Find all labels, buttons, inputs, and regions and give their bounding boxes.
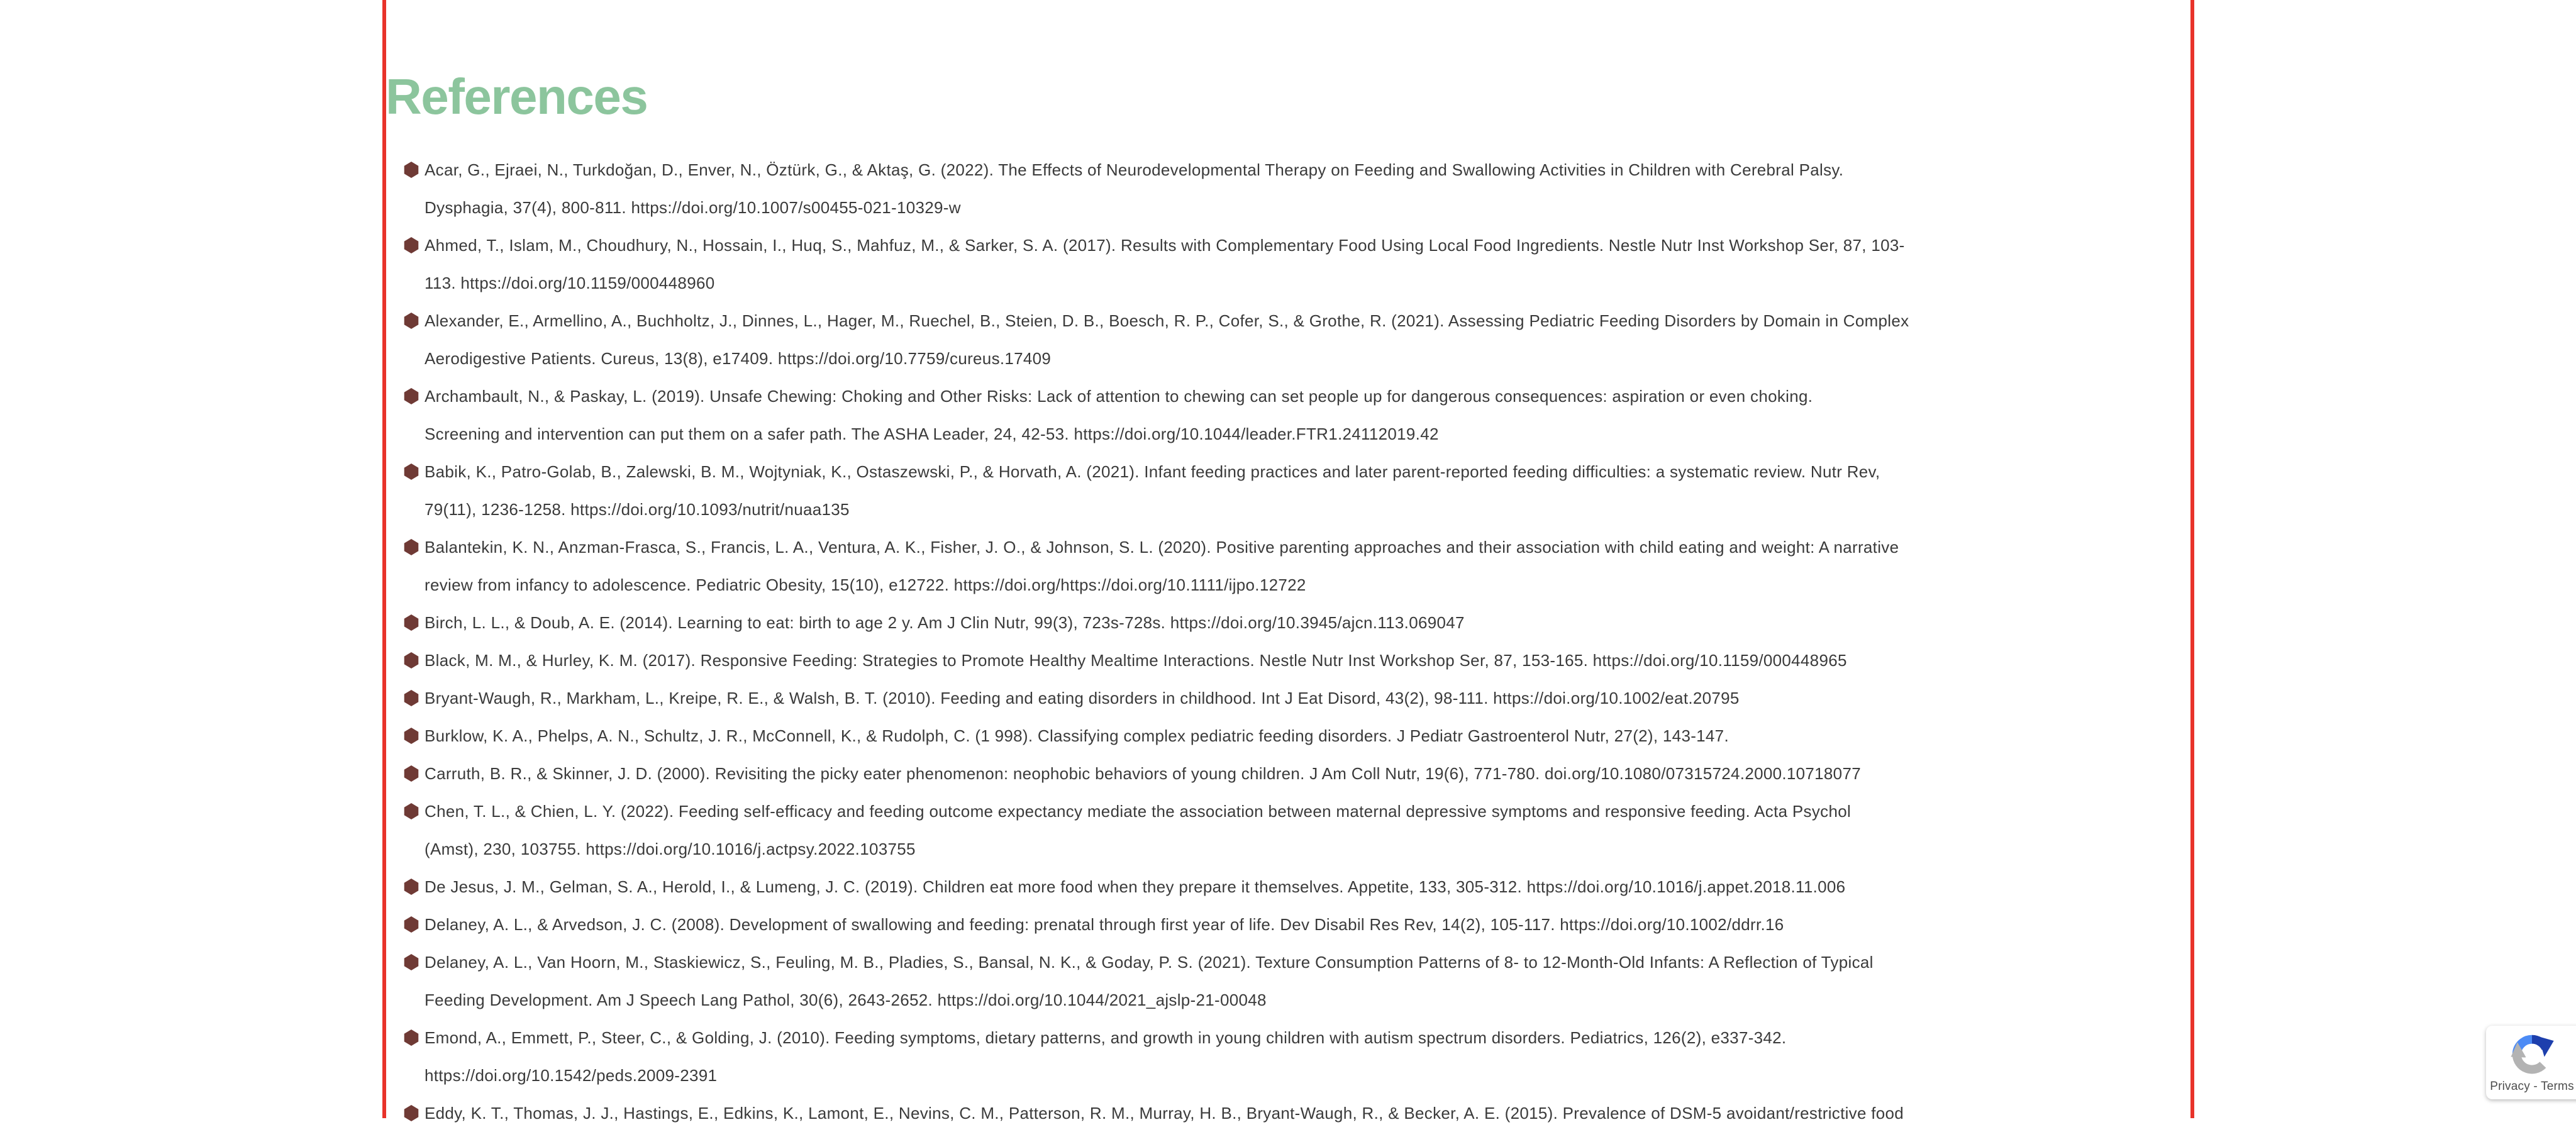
page-border-left — [382, 0, 386, 1118]
reference-item — [404, 226, 2196, 302]
reference-line: Bryant-Waugh, R., Markham, L., Kreipe, R. E., & Walsh, B. T. (2010). Feeding and eating disorders in childhood. Int J Eat Disord, 43(2), 98-111. https://doi.org/10.1002/eat.20795 — [425, 689, 1740, 708]
bullet-hexagon-icon — [404, 803, 419, 819]
reference-item — [404, 1019, 2196, 1094]
reference-item — [404, 679, 2196, 717]
reference-line: Emond, A., Emmett, P., Steer, C., & Golding, J. (2010). Feeding symptoms, dietary patterns, and growth in young children with autism spectrum disorders. Pediatrics, 126(2), e337-342. — [425, 1028, 1787, 1047]
bullet-hexagon-icon — [404, 237, 419, 253]
reference-line: 113. https://doi.org/10.1159/000448960 — [425, 274, 715, 292]
reference-line: Carruth, B. R., & Skinner, J. D. (2000). Revisiting the picky eater phenomenon: neophobic behaviors of young children. J Am Coll Nutr, 19(6), 771-780. doi.org/10.1080/07315724.2000.10718077 — [425, 764, 1861, 783]
reference-line: Alexander, E., Armellino, A., Buchholtz, J., Dinnes, L., Hager, M., Ruechel, B., Steien, D. B., Boesch, R. P., Cofer, S., & Grothe, R. (2021). Assessing Pediatric Feeding Disorders by Domain in Complex — [425, 311, 1909, 330]
reference-line: Chen, T. L., & Chien, L. Y. (2022). Feeding self-efficacy and feeding outcome expectancy mediate the association between maternal depressive symptoms and responsive feeding. Acta Psychol — [425, 802, 1852, 821]
reference-item — [404, 717, 2196, 755]
recaptcha-privacy-terms-link[interactable]: Privacy - Terms — [2490, 1080, 2574, 1093]
reference-line: Delaney, A. L., & Arvedson, J. C. (2008). Development of swallowing and feeding: prenatal through first year of life. Dev Disabil Res Rev, 14(2), 105-117. https://doi.org/10.1002/ddrr.16 — [425, 915, 1784, 934]
bullet-hexagon-icon — [404, 162, 419, 178]
reference-list — [404, 151, 2196, 1132]
bullet-hexagon-icon — [404, 690, 419, 706]
reference-item — [404, 792, 2196, 868]
bullet-hexagon-icon — [404, 652, 419, 669]
bullet-hexagon-icon — [404, 954, 419, 970]
reference-line: Screening and intervention can put them on a safer path. The ASHA Leader, 24, 42-53. https://doi.org/10.1044/leader.FTR1.24112019.42 — [425, 425, 1439, 443]
reference-item — [404, 528, 2196, 604]
bullet-hexagon-icon — [404, 388, 419, 404]
reference-line: Archambault, N., & Paskay, L. (2019). Unsafe Chewing: Choking and Other Risks: Lack of attention to chewing can set people up for dangerous consequences: aspiration or even choking. — [425, 387, 1813, 406]
reference-line: Delaney, A. L., Van Hoorn, M., Staskiewicz, S., Feuling, M. B., Pladies, S., Bansal, N. K., & Goday, P. S. (2021). Texture Consumption Patterns of 8- to 12-Month-Old Infants: A Reflection of Typical — [425, 953, 1874, 972]
reference-item — [404, 377, 2196, 453]
reference-line: Eddy, K. T., Thomas, J. J., Hastings, E., Edkins, K., Lamont, E., Nevins, C. M., Patterson, R. M., Murray, H. B., Bryant-Waugh, R., & Becker, A. E. (2015). Prevalence of DSM-5 avoidant/restrictive food — [425, 1104, 1904, 1123]
reference-line: Aerodigestive Patients. Cureus, 13(8), e17409. https://doi.org/10.7759/cureus.17409 — [425, 349, 1052, 368]
reference-line: Birch, L. L., & Doub, A. E. (2014). Learning to eat: birth to age 2 y. Am J Clin Nutr, 99(3), 723s-728s. https://doi.org/10.3945/ajcn.113.069047 — [425, 613, 1465, 632]
reference-item — [404, 151, 2196, 226]
reference-item — [404, 641, 2196, 679]
reference-line: Acar, G., Ejraei, N., Turkdoğan, D., Enver, N., Öztürk, G., & Aktaş, G. (2022). The Effects of Neurodevelopmental Therapy on Feeding and Swallowing Activities in Children with Cerebral Palsy. — [425, 160, 1844, 179]
bullet-hexagon-icon — [404, 463, 419, 480]
bullet-hexagon-icon — [404, 313, 419, 329]
reference-item — [404, 755, 2196, 792]
recaptcha-logo — [2509, 1031, 2555, 1078]
bullet-hexagon-icon — [404, 879, 419, 895]
bullet-hexagon-icon — [404, 1105, 419, 1121]
bullet-hexagon-icon — [404, 728, 419, 744]
reference-line: review from infancy to adolescence. Pediatric Obesity, 15(10), e12722. https://doi.org/https://doi.org/10.1111/ijpo.12722 — [425, 575, 1306, 594]
bullet-hexagon-icon — [404, 916, 419, 933]
reference-line: Balantekin, K. N., Anzman-Frasca, S., Francis, L. A., Ventura, A. K., Fisher, J. O., & Johnson, S. L. (2020). Positive parenting approaches and their association with child eating and weight: A narrative — [425, 538, 1899, 557]
reference-item — [404, 1094, 2196, 1132]
reference-line: Burklow, K. A., Phelps, A. N., Schultz, J. R., McConnell, K., & Rudolph, C. (1 998). Classifying complex pediatric feeding disorders. J Pediatr Gastroenterol Nutr, 27(2), 143-147. — [425, 726, 1729, 745]
reference-line: Black, M. M., & Hurley, K. M. (2017). Responsive Feeding: Strategies to Promote Healthy Mealtime Interactions. Nestle Nutr Inst Workshop Ser, 87, 153-165. https://doi.org/10.1159/000448965 — [425, 651, 1847, 670]
reference-line: https://doi.org/10.1542/peds.2009-2391 — [425, 1066, 718, 1085]
reference-item — [404, 604, 2196, 641]
reference-line: 79(11), 1236-1258. https://doi.org/10.1093/nutrit/nuaa135 — [425, 500, 850, 519]
reference-line: Feeding Development. Am J Speech Lang Pathol, 30(6), 2643-2652. https://doi.org/10.1044/2021_ajslp-21-00048 — [425, 991, 1267, 1009]
recaptcha-badge[interactable] — [2486, 1026, 2576, 1099]
reference-line: Ahmed, T., Islam, M., Choudhury, N., Hossain, I., Huq, S., Mahfuz, M., & Sarker, S. A. (2017). Results with Complementary Food Using Local Food Ingredients. Nestle Nutr Inst Workshop Ser, 87, 103- — [425, 236, 1905, 255]
reference-item — [404, 868, 2196, 906]
reference-line: Dysphagia, 37(4), 800-811. https://doi.org/10.1007/s00455-021-10329-w — [425, 198, 961, 217]
reference-item — [404, 453, 2196, 528]
page-title: References — [386, 69, 648, 125]
bullet-hexagon-icon — [404, 765, 419, 782]
reference-item — [404, 302, 2196, 377]
reference-line: Babik, K., Patro-Golab, B., Zalewski, B. M., Wojtyniak, K., Ostaszewski, P., & Horvath, A. (2021). Infant feeding practices and later parent-reported feeding difficulties: a systematic review. Nutr Rev, — [425, 462, 1880, 481]
reference-line: De Jesus, J. M., Gelman, S. A., Herold, I., & Lumeng, J. C. (2019). Children eat more food when they prepare it themselves. Appetite, 133, 305-312. https://doi.org/10.1016/j.appet.2018.11.006 — [425, 877, 1846, 896]
reference-line: (Amst), 230, 103755. https://doi.org/10.1016/j.actpsy.2022.103755 — [425, 840, 916, 858]
reference-item — [404, 943, 2196, 1019]
bullet-hexagon-icon — [404, 1029, 419, 1046]
bullet-hexagon-icon — [404, 614, 419, 631]
bullet-hexagon-icon — [404, 539, 419, 555]
reference-item — [404, 906, 2196, 943]
